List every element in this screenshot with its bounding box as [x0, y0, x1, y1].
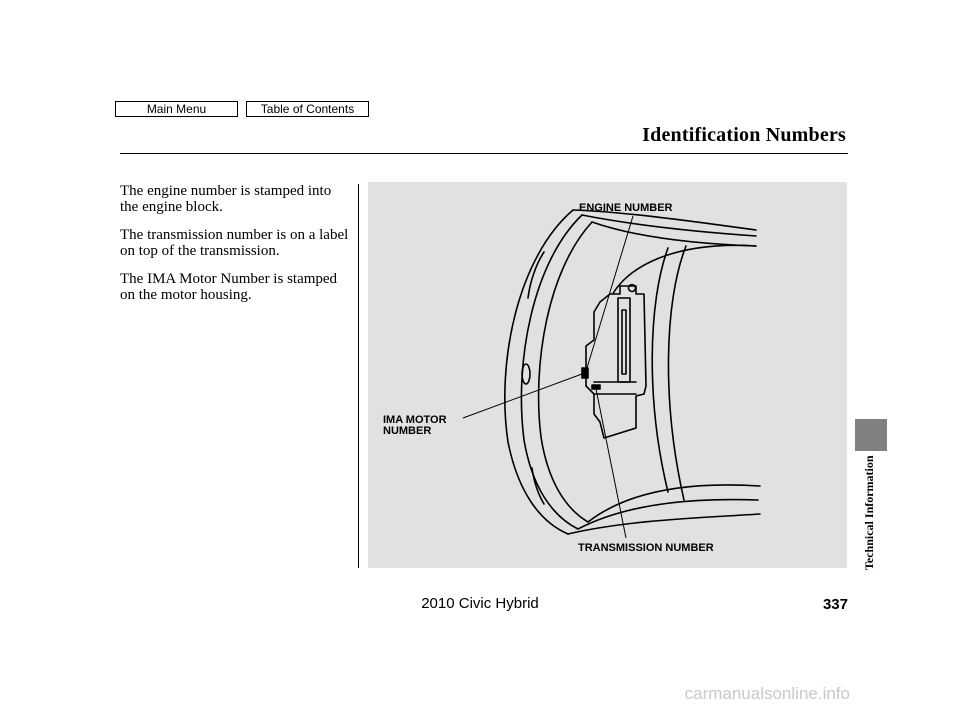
ima-motor-number-callout: IMA MOTOR NUMBER — [383, 414, 447, 437]
page-number: 337 — [822, 596, 848, 613]
title-divider — [120, 153, 848, 154]
section-tab-label: Technical Information — [862, 455, 876, 570]
transmission-number-label — [592, 385, 600, 389]
engine-number-paragraph: The engine number is stamped into the engine block. — [120, 183, 332, 215]
ima-motor-paragraph: The IMA Motor Number is stamped on the motor housing. — [120, 271, 338, 303]
main-menu-button[interactable]: Main Menu — [115, 101, 238, 117]
transmission-number-paragraph: The transmission number is on a label on top of the transmission. — [120, 227, 349, 259]
section-tab — [855, 419, 887, 451]
transmission-number-callout: TRANSMISSION NUMBER — [578, 542, 714, 554]
page-title: Identification Numbers — [642, 124, 846, 146]
engine-number-callout: ENGINE NUMBER — [579, 202, 673, 214]
engine-block — [586, 286, 646, 438]
column-divider — [358, 184, 359, 568]
engine-compartment-illustration — [368, 182, 847, 568]
table-of-contents-button[interactable]: Table of Contents — [246, 101, 369, 117]
engine-bay-drawing — [368, 182, 847, 568]
ima-motor-number-plate — [582, 368, 588, 378]
site-watermark: carmanualsonline.info — [684, 684, 850, 703]
vehicle-model: 2010 Civic Hybrid — [421, 595, 539, 612]
